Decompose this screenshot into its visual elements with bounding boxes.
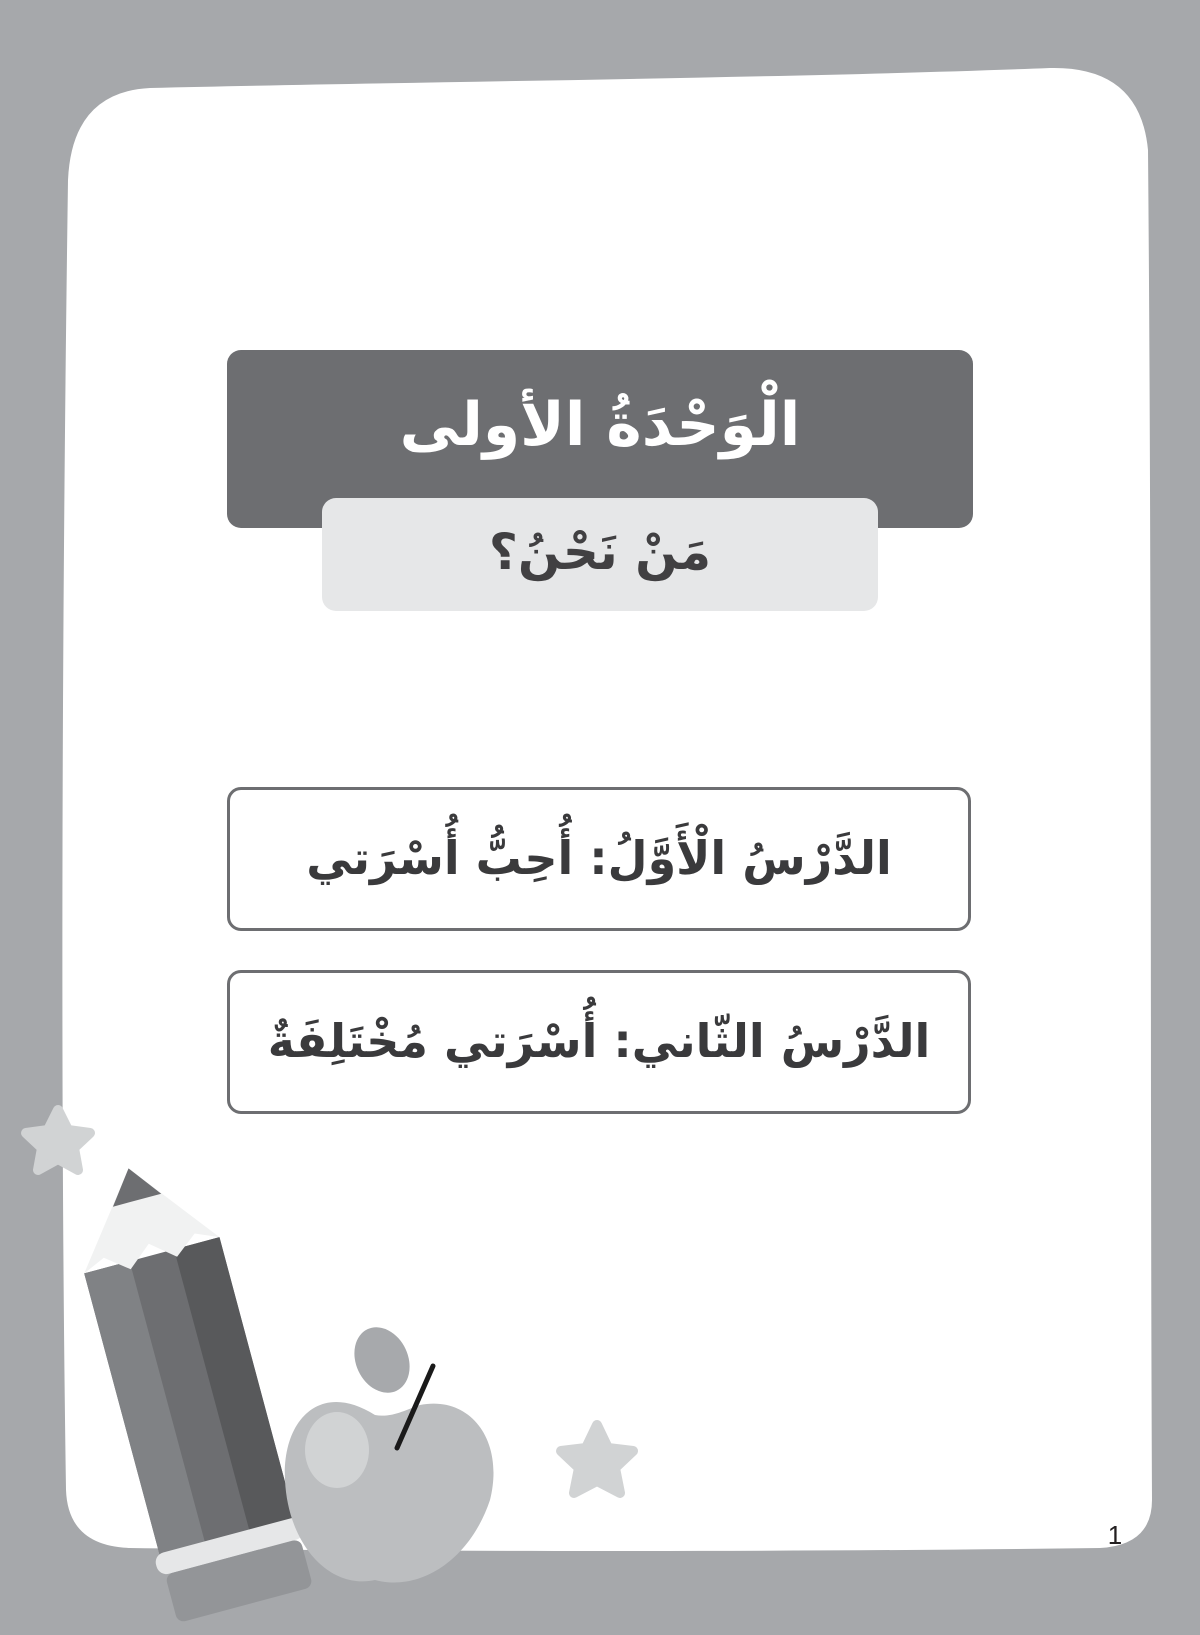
apple-icon [285, 1318, 494, 1582]
unit-title: الْوَحْدَةُ الأولى [399, 390, 801, 460]
pencil-icon [55, 1149, 319, 1625]
star-icon [561, 1425, 633, 1493]
lesson-title: الدَّرْسُ الثّاني: أُسْرَتي مُخْتَلِفَةٌ [267, 1014, 931, 1069]
unit-subtitle: مَنْ نَحْنُ؟ [488, 523, 712, 581]
star-icon [26, 1110, 90, 1170]
page-number: 1 [1107, 1520, 1123, 1550]
lesson-title: الدَّرْسُ الْأَوَّلُ: أُحِبُّ أُسْرَتي [306, 831, 892, 886]
